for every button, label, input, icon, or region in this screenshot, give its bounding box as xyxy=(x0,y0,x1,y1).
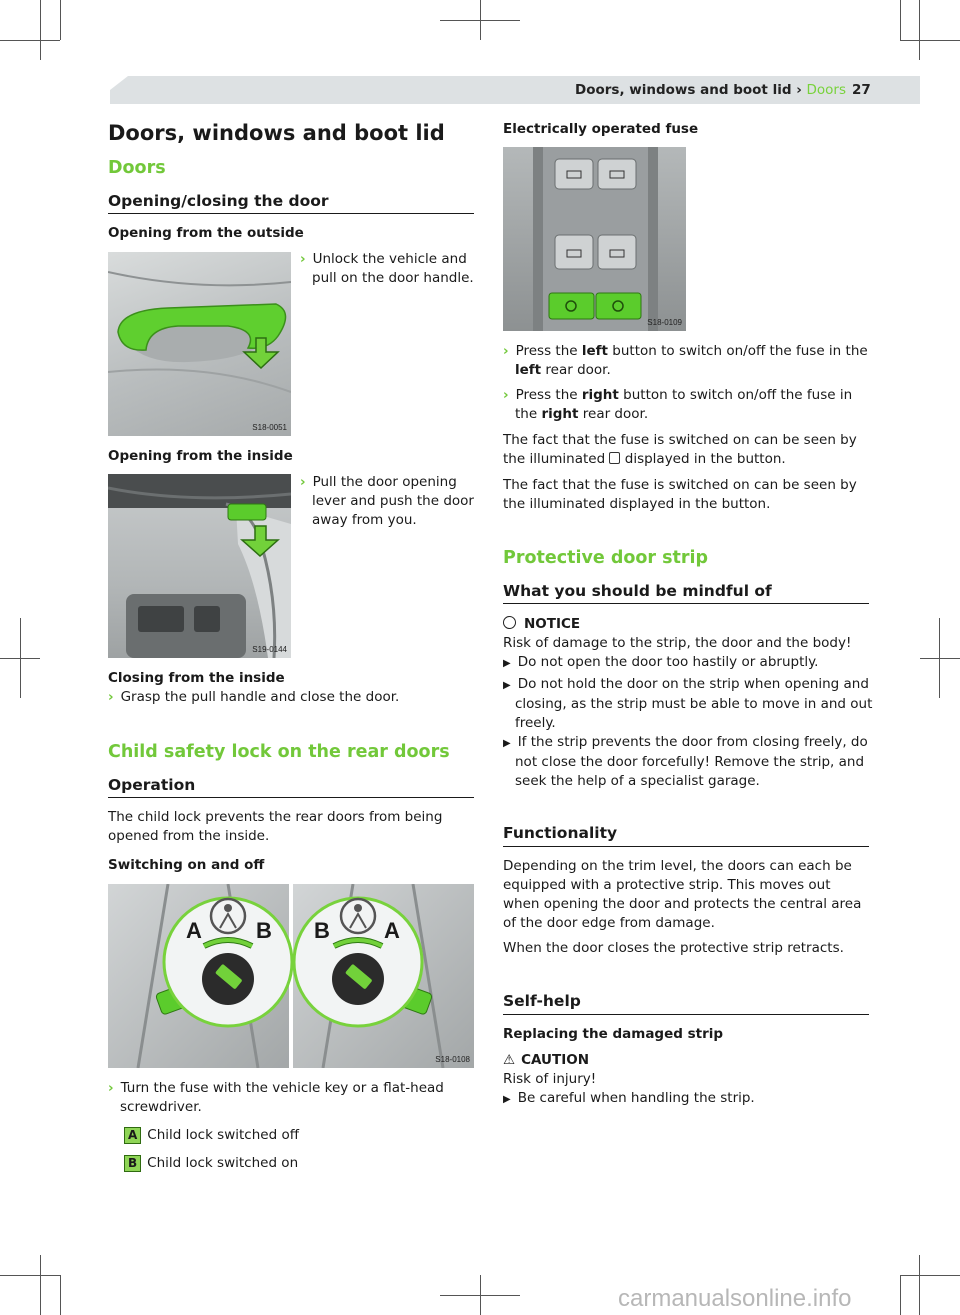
notice-item-text: Do not hold the door on the strip when opening and closing, as the strip must be able to move in and out freely. xyxy=(515,676,873,731)
step-emphasis: left xyxy=(515,362,542,378)
closing-step-text: Grasp the pull handle and close the door. xyxy=(120,689,400,705)
replacing-heading: Replacing the damaged strip xyxy=(503,1026,724,1042)
step-emphasis: left xyxy=(581,343,608,359)
crop-mark xyxy=(900,0,901,40)
child-lock-illustration xyxy=(108,884,474,1068)
strip-heading: Protective door strip xyxy=(503,548,709,568)
fuse-paragraph-2: The fact that the fuse is switched on can be seen by the illuminated displayed in the button. xyxy=(503,477,857,512)
header-separator: › xyxy=(791,82,807,98)
step-text: button to switch on/off the fuse in the xyxy=(607,343,868,359)
notice-item-text: If the strip prevents the door from closing freely, do not close the door forcefully! Remove the strip, and seek the help of a specialist garage. xyxy=(515,734,868,789)
window-switch-illustration xyxy=(503,147,686,331)
figure-code: S19-0144 xyxy=(252,645,287,654)
label-b: B xyxy=(256,918,272,943)
crop-mark xyxy=(60,0,61,40)
info-circle-icon xyxy=(503,616,516,629)
watermark: carmanualsonline.info xyxy=(618,1285,852,1312)
figure-code: S18-0108 xyxy=(435,1055,470,1064)
outside-step-text: Unlock the vehicle and pull on the door handle. xyxy=(312,251,474,286)
legend-item xyxy=(124,1126,299,1145)
outside-step: › Unlock the vehicle and pull on the door handle. xyxy=(300,251,474,286)
notice-item xyxy=(503,675,881,733)
crop-mark xyxy=(0,658,40,659)
bullet-triangle-icon: ▶ xyxy=(503,658,511,669)
notice-item xyxy=(503,733,881,791)
legend-key-a: A xyxy=(124,1127,141,1144)
running-header xyxy=(575,82,846,98)
caution-text: Risk of injury! xyxy=(503,1071,597,1087)
door-handle-illustration xyxy=(108,252,291,436)
step-text: button to switch on/off the fuse in the xyxy=(515,387,853,422)
notice-title xyxy=(503,615,580,634)
figure-fuse-buttons xyxy=(503,147,686,331)
crop-mark xyxy=(0,40,60,41)
crop-mark xyxy=(900,1275,960,1276)
selfhelp-heading: Self-help xyxy=(503,992,581,1010)
step-text: rear door. xyxy=(541,362,611,378)
bullet-triangle-icon: ▶ xyxy=(503,1094,511,1105)
closing-step: › Grasp the pull handle and close the door. xyxy=(108,689,400,705)
inside-step: › Pull the door opening lever and push the door away from you. xyxy=(300,474,474,528)
header-chapter: Doors xyxy=(806,82,846,98)
closing-heading: Closing from the inside xyxy=(108,670,285,686)
crop-mark xyxy=(40,0,41,60)
functionality-paragraph-2: When the door closes the protective strip retracts. xyxy=(503,940,844,956)
child-lock-intro: The child lock prevents the rear doors from being opened from the inside. xyxy=(108,809,443,844)
notice-text: Risk of damage to the strip, the door and the body! xyxy=(503,635,852,651)
lock-icon xyxy=(609,452,620,464)
figure-child-lock xyxy=(108,884,474,1068)
figure-code: S18-0109 xyxy=(647,318,682,327)
legend-item xyxy=(124,1154,298,1173)
step-emphasis: right xyxy=(581,387,619,403)
paragraph-text: displayed in the button. xyxy=(620,451,786,467)
caution-item xyxy=(503,1089,881,1109)
crop-mark xyxy=(440,20,520,21)
child-lock-heading: Child safety lock on the rear doors xyxy=(108,742,450,762)
step-text: Press the xyxy=(515,387,582,403)
page-title: Doors, windows and boot lid xyxy=(108,121,445,145)
notice-item-text: Do not open the door too hastily or abruptly. xyxy=(517,654,819,670)
crop-mark xyxy=(0,1275,60,1276)
inner-door-illustration xyxy=(108,474,291,658)
label-a: A xyxy=(384,918,400,943)
crop-mark xyxy=(900,1275,901,1315)
step-emphasis: right xyxy=(541,406,579,422)
fuse-step-left: › Press the left button to switch on/off the fuse in the left rear door. xyxy=(503,343,868,378)
switch-heading: Switching on and off xyxy=(108,857,265,873)
doors-heading: Doors xyxy=(108,158,166,178)
bullet-triangle-icon: ▶ xyxy=(503,680,511,691)
heading-rule xyxy=(108,213,474,214)
crop-mark xyxy=(900,40,960,41)
fuse-heading: Electrically operated fuse xyxy=(503,121,699,137)
crop-mark xyxy=(440,1295,520,1296)
functionality-paragraph-1: Depending on the trim level, the doors can each be equipped with a protective strip. This moves out when opening the door and protects the central area of the door edge from damage. xyxy=(503,858,862,931)
figure-code: S18-0051 xyxy=(252,423,287,432)
figure-inside-lever xyxy=(108,474,291,658)
fuse-paragraph-1 xyxy=(503,431,869,469)
heading-rule xyxy=(503,603,869,604)
warning-triangle-icon: ⚠ xyxy=(503,1052,516,1068)
figure-outside-handle xyxy=(108,252,291,436)
heading-rule xyxy=(503,1014,869,1015)
caution-title-text: CAUTION xyxy=(521,1052,590,1068)
step-text: rear door. xyxy=(578,406,649,422)
page-number: 27 xyxy=(852,82,871,98)
crop-mark xyxy=(919,0,920,60)
paragraph-text: The fact that the fuse is switched on can be seen by the illuminated xyxy=(503,432,857,467)
step-text: Press the xyxy=(515,343,582,359)
inside-step-text: Pull the door opening lever and push the door away from you. xyxy=(312,474,474,528)
crop-mark xyxy=(60,1275,61,1315)
header-section: Doors, windows and boot lid xyxy=(575,82,792,98)
caution-item-text: Be careful when handling the strip. xyxy=(517,1090,755,1106)
child-lock-step: › Turn the fuse with the vehicle key or a flat-head screwdriver. xyxy=(108,1080,444,1115)
opening-closing-heading: Opening/closing the door xyxy=(108,192,329,210)
legend-key-b: B xyxy=(124,1155,141,1172)
mindful-heading: What you should be mindful of xyxy=(503,582,772,600)
fuse-step-right: › Press the right button to switch on/off the fuse in the right rear door. xyxy=(503,387,853,422)
crop-mark xyxy=(920,658,960,659)
notice-title-text: NOTICE xyxy=(524,616,581,632)
child-lock-step-text: Turn the fuse with the vehicle key or a flat-head screwdriver. xyxy=(120,1080,444,1115)
crop-mark xyxy=(919,1255,920,1315)
heading-rule xyxy=(503,846,869,847)
operation-heading: Operation xyxy=(108,776,196,794)
heading-rule xyxy=(108,797,474,798)
outside-heading: Opening from the outside xyxy=(108,225,304,241)
legend-text: Child lock switched off xyxy=(147,1127,300,1143)
label-b: B xyxy=(314,918,330,943)
bullet-triangle-icon: ▶ xyxy=(503,738,511,749)
crop-mark xyxy=(40,1255,41,1315)
label-a: A xyxy=(186,918,202,943)
caution-title xyxy=(503,1051,589,1070)
functionality-heading: Functionality xyxy=(503,824,618,842)
inside-heading: Opening from the inside xyxy=(108,448,293,464)
notice-item xyxy=(503,653,881,673)
legend-text: Child lock switched on xyxy=(147,1155,299,1171)
